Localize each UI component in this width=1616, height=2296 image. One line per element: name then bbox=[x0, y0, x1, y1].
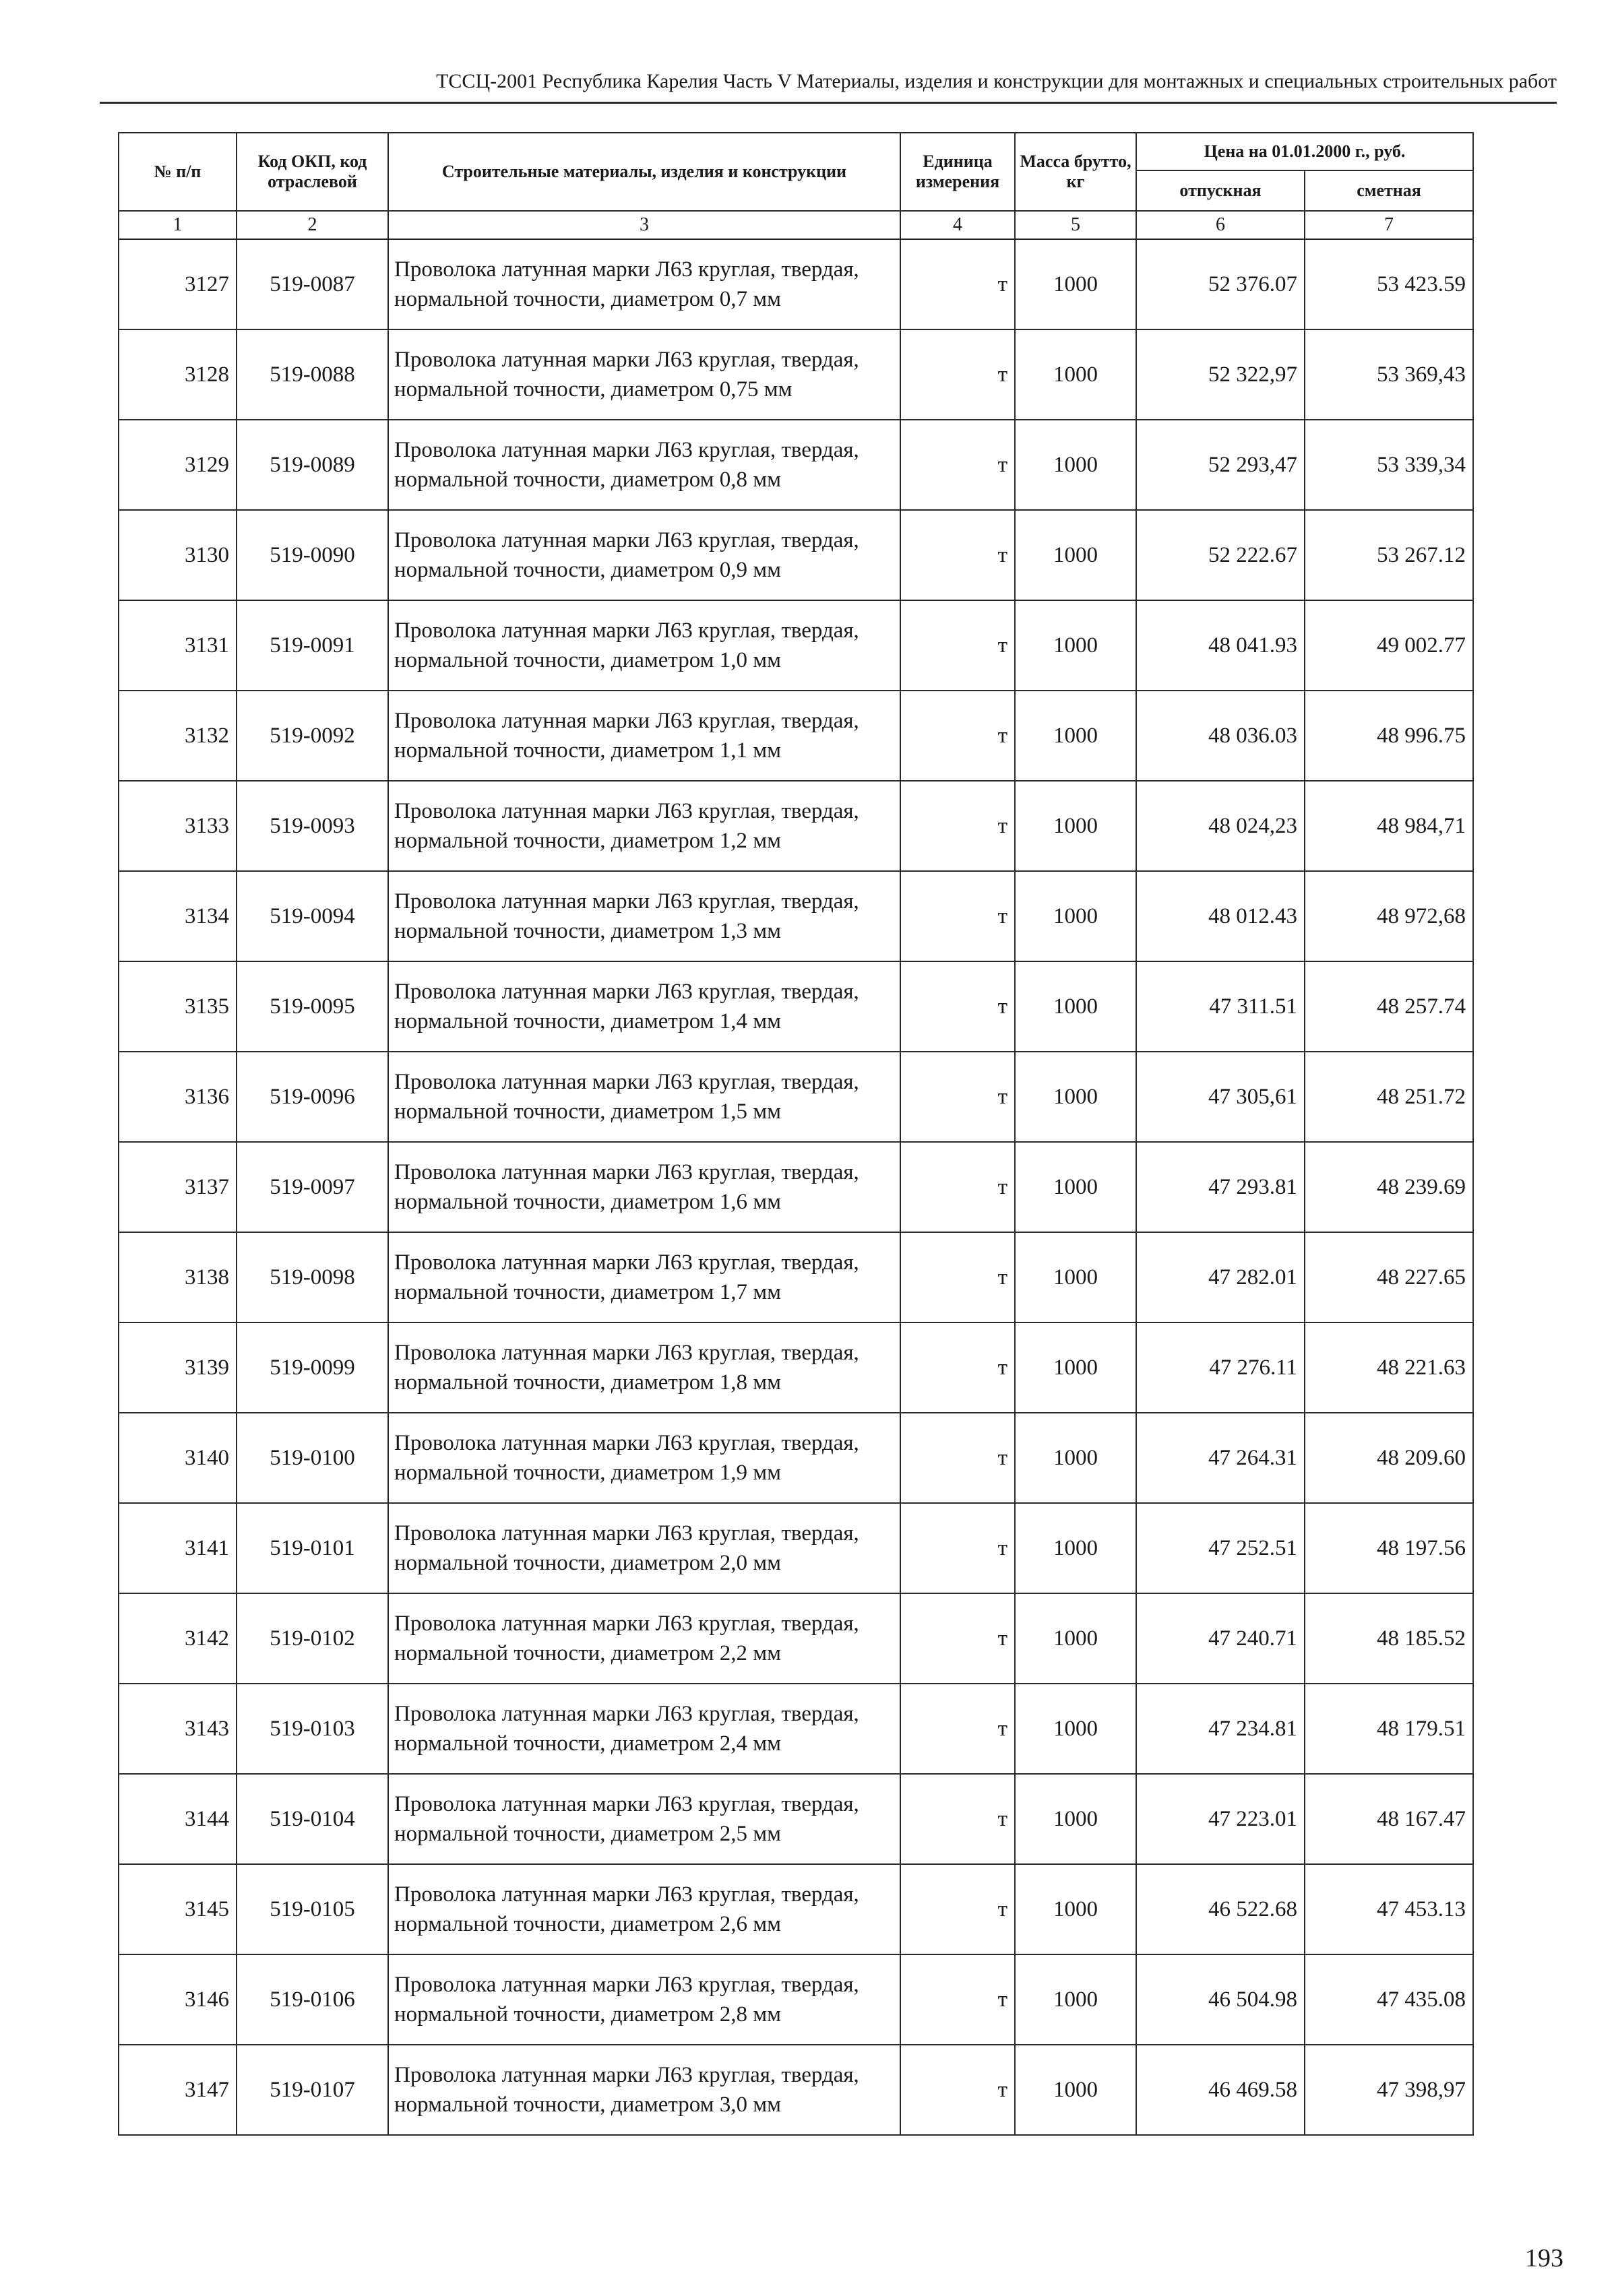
gross-mass: 1000 bbox=[1015, 961, 1136, 1052]
column-number: 2 bbox=[237, 211, 388, 239]
release-price: 48 012.43 bbox=[1136, 871, 1305, 961]
material-name: Проволока латунная марки Л63 круглая, твердая, нормальной точности, диаметром 1,2 мм bbox=[388, 781, 900, 871]
table-row bbox=[119, 420, 1473, 510]
estimate-price: 48 209.60 bbox=[1305, 1413, 1473, 1503]
unit-of-measure: т bbox=[900, 1322, 1015, 1413]
okp-code: 519-0103 bbox=[237, 1684, 388, 1774]
table-row bbox=[119, 691, 1473, 781]
table-row bbox=[119, 1142, 1473, 1232]
row-number: 3142 bbox=[119, 1593, 237, 1684]
release-price: 47 223.01 bbox=[1136, 1774, 1305, 1864]
gross-mass: 1000 bbox=[1015, 1864, 1136, 1954]
material-name: Проволока латунная марки Л63 круглая, твердая, нормальной точности, диаметром 2,2 мм bbox=[388, 1593, 900, 1684]
release-price: 48 041.93 bbox=[1136, 600, 1305, 691]
material-name: Проволока латунная марки Л63 круглая, твердая, нормальной точности, диаметром 0,7 мм bbox=[388, 239, 900, 329]
table-row bbox=[119, 1954, 1473, 2045]
okp-code: 519-0107 bbox=[237, 2045, 388, 2135]
material-name: Проволока латунная марки Л63 круглая, твердая, нормальной точности, диаметром 2,4 мм bbox=[388, 1684, 900, 1774]
header-price-estimate: сметная bbox=[1305, 170, 1473, 211]
material-name: Проволока латунная марки Л63 круглая, твердая, нормальной точности, диаметром 3,0 мм bbox=[388, 2045, 900, 2135]
table-row bbox=[119, 239, 1473, 329]
unit-of-measure: т bbox=[900, 329, 1015, 420]
row-number: 3132 bbox=[119, 691, 237, 781]
estimate-price: 53 339,34 bbox=[1305, 420, 1473, 510]
release-price: 48 036.03 bbox=[1136, 691, 1305, 781]
row-number: 3146 bbox=[119, 1954, 237, 2045]
unit-of-measure: т bbox=[900, 961, 1015, 1052]
material-name: Проволока латунная марки Л63 круглая, твердая, нормальной точности, диаметром 0,8 мм bbox=[388, 420, 900, 510]
header-unit: Единица измерения bbox=[900, 133, 1015, 211]
estimate-price: 48 239.69 bbox=[1305, 1142, 1473, 1232]
estimate-price: 47 398,97 bbox=[1305, 2045, 1473, 2135]
material-name: Проволока латунная марки Л63 круглая, твердая, нормальной точности, диаметром 0,75 мм bbox=[388, 329, 900, 420]
unit-of-measure: т bbox=[900, 1142, 1015, 1232]
material-name: Проволока латунная марки Л63 круглая, твердая, нормальной точности, диаметром 1,7 мм bbox=[388, 1232, 900, 1322]
material-name: Проволока латунная марки Л63 круглая, твердая, нормальной точности, диаметром 1,8 мм bbox=[388, 1322, 900, 1413]
table-row bbox=[119, 961, 1473, 1052]
okp-code: 519-0094 bbox=[237, 871, 388, 961]
release-price: 47 311.51 bbox=[1136, 961, 1305, 1052]
okp-code: 519-0092 bbox=[237, 691, 388, 781]
unit-of-measure: т bbox=[900, 1684, 1015, 1774]
table-row bbox=[119, 329, 1473, 420]
release-price: 52 322,97 bbox=[1136, 329, 1305, 420]
header-mass: Масса брутто, кг bbox=[1015, 133, 1136, 211]
unit-of-measure: т bbox=[900, 1864, 1015, 1954]
material-name: Проволока латунная марки Л63 круглая, твердая, нормальной точности, диаметром 1,4 мм bbox=[388, 961, 900, 1052]
table-row bbox=[119, 1864, 1473, 1954]
unit-of-measure: т bbox=[900, 510, 1015, 600]
okp-code: 519-0088 bbox=[237, 329, 388, 420]
material-name: Проволока латунная марки Л63 круглая, твердая, нормальной точности, диаметром 1,0 мм bbox=[388, 600, 900, 691]
okp-code: 519-0098 bbox=[237, 1232, 388, 1322]
release-price: 48 024,23 bbox=[1136, 781, 1305, 871]
material-name: Проволока латунная марки Л63 круглая, твердая, нормальной точности, диаметром 2,0 мм bbox=[388, 1503, 900, 1593]
table-row bbox=[119, 2045, 1473, 2135]
okp-code: 519-0106 bbox=[237, 1954, 388, 2045]
column-number: 7 bbox=[1305, 211, 1473, 239]
okp-code: 519-0102 bbox=[237, 1593, 388, 1684]
okp-code: 519-0089 bbox=[237, 420, 388, 510]
row-number: 3136 bbox=[119, 1052, 237, 1142]
estimate-price: 48 221.63 bbox=[1305, 1322, 1473, 1413]
okp-code: 519-0099 bbox=[237, 1322, 388, 1413]
material-name: Проволока латунная марки Л63 круглая, твердая, нормальной точности, диаметром 1,6 мм bbox=[388, 1142, 900, 1232]
column-number: 5 bbox=[1015, 211, 1136, 239]
row-number: 3147 bbox=[119, 2045, 237, 2135]
gross-mass: 1000 bbox=[1015, 239, 1136, 329]
table-row bbox=[119, 600, 1473, 691]
unit-of-measure: т bbox=[900, 1503, 1015, 1593]
gross-mass: 1000 bbox=[1015, 1684, 1136, 1774]
row-number: 3134 bbox=[119, 871, 237, 961]
unit-of-measure: т bbox=[900, 781, 1015, 871]
gross-mass: 1000 bbox=[1015, 1954, 1136, 2045]
unit-of-measure: т bbox=[900, 1413, 1015, 1503]
table-row bbox=[119, 1684, 1473, 1774]
gross-mass: 1000 bbox=[1015, 1322, 1136, 1413]
release-price: 52 222.67 bbox=[1136, 510, 1305, 600]
estimate-price: 48 257.74 bbox=[1305, 961, 1473, 1052]
release-price: 47 305,61 bbox=[1136, 1052, 1305, 1142]
okp-code: 519-0090 bbox=[237, 510, 388, 600]
release-price: 46 522.68 bbox=[1136, 1864, 1305, 1954]
release-price: 47 234.81 bbox=[1136, 1684, 1305, 1774]
material-name: Проволока латунная марки Л63 круглая, твердая, нормальной точности, диаметром 1,1 мм bbox=[388, 691, 900, 781]
gross-mass: 1000 bbox=[1015, 781, 1136, 871]
estimate-price: 53 423.59 bbox=[1305, 239, 1473, 329]
column-number-row bbox=[119, 211, 1473, 239]
material-name: Проволока латунная марки Л63 круглая, твердая, нормальной точности, диаметром 1,5 мм bbox=[388, 1052, 900, 1142]
row-number: 3145 bbox=[119, 1864, 237, 1954]
row-number: 3141 bbox=[119, 1503, 237, 1593]
row-number: 3130 bbox=[119, 510, 237, 600]
table-row bbox=[119, 1052, 1473, 1142]
unit-of-measure: т bbox=[900, 1774, 1015, 1864]
okp-code: 519-0096 bbox=[237, 1052, 388, 1142]
row-number: 3140 bbox=[119, 1413, 237, 1503]
estimate-price: 53 267.12 bbox=[1305, 510, 1473, 600]
table-row bbox=[119, 1322, 1473, 1413]
row-number: 3128 bbox=[119, 329, 237, 420]
okp-code: 519-0087 bbox=[237, 239, 388, 329]
okp-code: 519-0104 bbox=[237, 1774, 388, 1864]
row-number: 3133 bbox=[119, 781, 237, 871]
header-price-release: отпускная bbox=[1136, 170, 1305, 211]
row-number: 3137 bbox=[119, 1142, 237, 1232]
material-name: Проволока латунная марки Л63 круглая, твердая, нормальной точности, диаметром 1,9 мм bbox=[388, 1413, 900, 1503]
row-number: 3143 bbox=[119, 1684, 237, 1774]
column-number: 3 bbox=[388, 211, 900, 239]
estimate-price: 49 002.77 bbox=[1305, 600, 1473, 691]
gross-mass: 1000 bbox=[1015, 1503, 1136, 1593]
release-price: 47 293.81 bbox=[1136, 1142, 1305, 1232]
table-row bbox=[119, 781, 1473, 871]
column-number: 1 bbox=[119, 211, 237, 239]
gross-mass: 1000 bbox=[1015, 691, 1136, 781]
header-code: Код ОКП, код отраслевой bbox=[237, 133, 388, 211]
unit-of-measure: т bbox=[900, 1052, 1015, 1142]
okp-code: 519-0091 bbox=[237, 600, 388, 691]
table-row bbox=[119, 510, 1473, 600]
header-name: Строительные материалы, изделия и конструкции bbox=[388, 133, 900, 211]
material-name: Проволока латунная марки Л63 круглая, твердая, нормальной точности, диаметром 2,5 мм bbox=[388, 1774, 900, 1864]
okp-code: 519-0097 bbox=[237, 1142, 388, 1232]
table-row bbox=[119, 1232, 1473, 1322]
estimate-price: 48 167.47 bbox=[1305, 1774, 1473, 1864]
okp-code: 519-0100 bbox=[237, 1413, 388, 1503]
estimate-price: 48 984,71 bbox=[1305, 781, 1473, 871]
release-price: 47 282.01 bbox=[1136, 1232, 1305, 1322]
row-number: 3129 bbox=[119, 420, 237, 510]
unit-of-measure: т bbox=[900, 1954, 1015, 2045]
header-price: Цена на 01.01.2000 г., руб. bbox=[1136, 133, 1473, 170]
okp-code: 519-0093 bbox=[237, 781, 388, 871]
release-price: 46 469.58 bbox=[1136, 2045, 1305, 2135]
estimate-price: 48 227.65 bbox=[1305, 1232, 1473, 1322]
gross-mass: 1000 bbox=[1015, 1052, 1136, 1142]
material-name: Проволока латунная марки Л63 круглая, твердая, нормальной точности, диаметром 1,3 мм bbox=[388, 871, 900, 961]
estimate-price: 48 179.51 bbox=[1305, 1684, 1473, 1774]
material-name: Проволока латунная марки Л63 круглая, твердая, нормальной точности, диаметром 0,9 мм bbox=[388, 510, 900, 600]
row-number: 3138 bbox=[119, 1232, 237, 1322]
gross-mass: 1000 bbox=[1015, 420, 1136, 510]
unit-of-measure: т bbox=[900, 1232, 1015, 1322]
column-number: 6 bbox=[1136, 211, 1305, 239]
unit-of-measure: т bbox=[900, 239, 1015, 329]
okp-code: 519-0101 bbox=[237, 1503, 388, 1593]
estimate-price: 53 369,43 bbox=[1305, 329, 1473, 420]
header-divider bbox=[100, 102, 1557, 104]
table-row bbox=[119, 1413, 1473, 1503]
gross-mass: 1000 bbox=[1015, 1413, 1136, 1503]
estimate-price: 48 996.75 bbox=[1305, 691, 1473, 781]
table-row bbox=[119, 871, 1473, 961]
release-price: 47 240.71 bbox=[1136, 1593, 1305, 1684]
row-number: 3131 bbox=[119, 600, 237, 691]
unit-of-measure: т bbox=[900, 420, 1015, 510]
material-name: Проволока латунная марки Л63 круглая, твердая, нормальной точности, диаметром 2,8 мм bbox=[388, 1954, 900, 2045]
unit-of-measure: т bbox=[900, 1593, 1015, 1684]
estimate-price: 48 185.52 bbox=[1305, 1593, 1473, 1684]
okp-code: 519-0105 bbox=[237, 1864, 388, 1954]
gross-mass: 1000 bbox=[1015, 600, 1136, 691]
row-number: 3144 bbox=[119, 1774, 237, 1864]
release-price: 52 376.07 bbox=[1136, 239, 1305, 329]
table-row bbox=[119, 1593, 1473, 1684]
estimate-price: 47 453.13 bbox=[1305, 1864, 1473, 1954]
table-row bbox=[119, 1774, 1473, 1864]
gross-mass: 1000 bbox=[1015, 510, 1136, 600]
row-number: 3139 bbox=[119, 1322, 237, 1413]
unit-of-measure: т bbox=[900, 600, 1015, 691]
row-number: 3127 bbox=[119, 239, 237, 329]
estimate-price: 48 972,68 bbox=[1305, 871, 1473, 961]
table-row bbox=[119, 1503, 1473, 1593]
release-price: 47 264.31 bbox=[1136, 1413, 1305, 1503]
unit-of-measure: т bbox=[900, 871, 1015, 961]
unit-of-measure: т bbox=[900, 691, 1015, 781]
estimate-price: 47 435.08 bbox=[1305, 1954, 1473, 2045]
gross-mass: 1000 bbox=[1015, 2045, 1136, 2135]
gross-mass: 1000 bbox=[1015, 329, 1136, 420]
gross-mass: 1000 bbox=[1015, 1142, 1136, 1232]
column-number: 4 bbox=[900, 211, 1015, 239]
gross-mass: 1000 bbox=[1015, 871, 1136, 961]
material-name: Проволока латунная марки Л63 круглая, твердая, нормальной точности, диаметром 2,6 мм bbox=[388, 1864, 900, 1954]
estimate-price: 48 251.72 bbox=[1305, 1052, 1473, 1142]
price-table bbox=[118, 132, 1474, 2136]
unit-of-measure: т bbox=[900, 2045, 1015, 2135]
release-price: 46 504.98 bbox=[1136, 1954, 1305, 2045]
gross-mass: 1000 bbox=[1015, 1232, 1136, 1322]
release-price: 52 293,47 bbox=[1136, 420, 1305, 510]
document-header-title: ТССЦ-2001 Республика Карелия Часть V Материалы, изделия и конструкции для монтажных и специальных строительных работ bbox=[436, 70, 1557, 92]
estimate-price: 48 197.56 bbox=[1305, 1503, 1473, 1593]
gross-mass: 1000 bbox=[1015, 1593, 1136, 1684]
okp-code: 519-0095 bbox=[237, 961, 388, 1052]
page-number: 193 bbox=[1525, 2244, 1563, 2272]
gross-mass: 1000 bbox=[1015, 1774, 1136, 1864]
release-price: 47 276.11 bbox=[1136, 1322, 1305, 1413]
release-price: 47 252.51 bbox=[1136, 1503, 1305, 1593]
row-number: 3135 bbox=[119, 961, 237, 1052]
header-num: № п/п bbox=[119, 133, 237, 211]
